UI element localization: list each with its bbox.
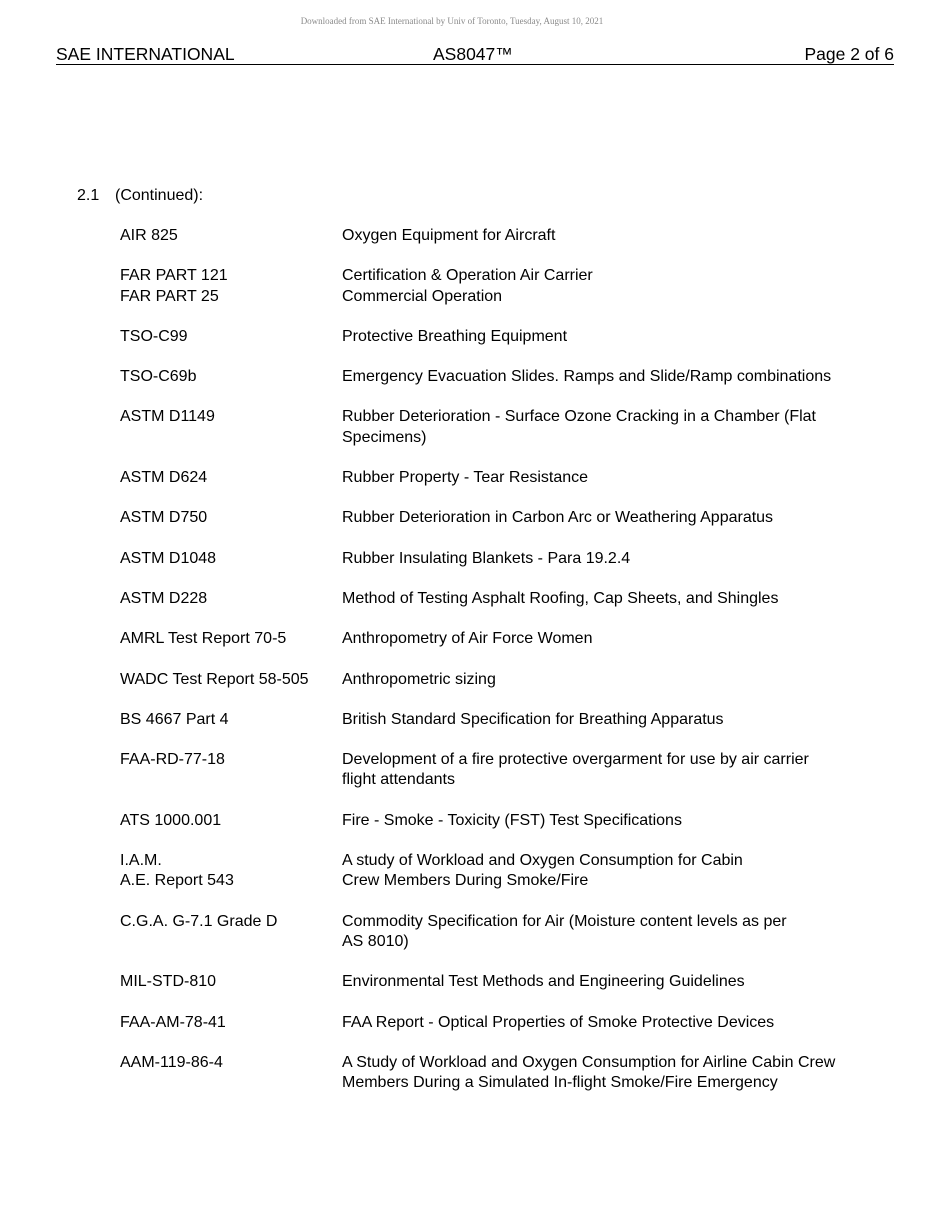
reference-code [120, 266, 342, 307]
reference-row [120, 629, 890, 649]
header-document-id: AS8047™ [433, 44, 513, 64]
reference-code-line: A.E. Report 543 [120, 872, 234, 890]
reference-description [342, 367, 890, 387]
reference-code-line: ASTM D750 [120, 509, 208, 527]
reference-code [120, 508, 342, 528]
reference-row [120, 851, 890, 892]
reference-row [120, 367, 890, 387]
reference-code [120, 549, 342, 569]
section-number: 2.1 [77, 187, 100, 204]
reference-code [120, 811, 342, 831]
reference-description [342, 851, 890, 892]
reference-code-line: ASTM D228 [120, 589, 208, 607]
reference-code-line: WADC Test Report 58-505 [120, 670, 309, 688]
reference-description-line: Oxygen Equipment for Aircraft [342, 227, 556, 244]
reference-code [120, 1013, 342, 1033]
reference-row [120, 670, 890, 690]
reference-description-line: Certification & Operation Air Carrier [342, 267, 593, 285]
reference-row [120, 750, 890, 791]
reference-description [342, 589, 890, 609]
reference-description [342, 750, 890, 791]
reference-description-line: A study of Workload and Oxygen Consumption for Cabin [342, 852, 743, 870]
reference-description [342, 912, 890, 953]
reference-code [120, 912, 342, 953]
reference-row [120, 226, 890, 246]
reference-description [342, 266, 890, 307]
reference-code [120, 1053, 342, 1094]
reference-code [120, 367, 342, 387]
reference-code-line: BS 4667 Part 4 [120, 710, 229, 728]
reference-description-line: Commercial Operation [342, 287, 503, 305]
reference-code [120, 750, 342, 791]
reference-code-line: C.G.A. G-7.1 Grade D [120, 912, 278, 930]
reference-description-line: Rubber Deterioration in Carbon Arc or Weathering Apparatus [342, 509, 774, 527]
reference-description-line: AS 8010) [342, 932, 409, 950]
reference-row [120, 327, 890, 347]
reference-description [342, 710, 890, 730]
reference-code-line: I.A.M. [120, 852, 162, 870]
reference-description-line: Commodity Specification for Air (Moisture content levels as per [342, 912, 787, 930]
reference-code [120, 670, 342, 690]
reference-row [120, 589, 890, 609]
reference-code-line: FAR PART 25 [120, 287, 219, 305]
reference-description [342, 670, 890, 690]
header-organization: SAE INTERNATIONAL [56, 44, 235, 64]
reference-description-line: Specimens) [342, 428, 427, 446]
reference-description-line: British Standard Specification for Breathing Apparatus [342, 710, 724, 728]
reference-list [120, 226, 890, 1113]
reference-row [120, 912, 890, 953]
reference-description-line: Development of a fire protective overgarment for use by air carrier [342, 751, 809, 769]
download-watermark: Downloaded from SAE International by Univ of Toronto, Tuesday, August 10, 2021 [300, 16, 604, 26]
reference-description [342, 629, 890, 649]
reference-code [120, 629, 342, 649]
reference-description [342, 811, 890, 831]
reference-row [120, 407, 890, 448]
reference-row [120, 1013, 890, 1033]
section-title: (Continued): [115, 187, 204, 204]
reference-description-line: flight attendants [342, 771, 455, 789]
reference-description-line: Crew Members During Smoke/Fire [342, 872, 589, 890]
reference-row [120, 972, 890, 992]
reference-row [120, 266, 890, 307]
reference-code-line: FAA-AM-78-41 [120, 1013, 226, 1031]
reference-description-line: Anthropometric sizing [342, 670, 496, 688]
reference-description [342, 407, 890, 448]
reference-description-line: Anthropometry of Air Force Women [342, 630, 593, 648]
reference-description-line: Method of Testing Asphalt Roofing, Cap Sheets, and Shingles [342, 589, 779, 607]
reference-code-line: AMRL Test Report 70-5 [120, 630, 287, 648]
reference-code [120, 972, 342, 992]
reference-code-line: ATS 1000.001 [120, 811, 222, 829]
reference-description-line: Rubber Insulating Blankets - Para 19.2.4 [342, 549, 631, 567]
reference-row [120, 468, 890, 488]
reference-code-line: AIR 825 [120, 227, 178, 244]
reference-row [120, 811, 890, 831]
reference-code [120, 226, 342, 246]
reference-code-line: MIL-STD-810 [120, 973, 217, 991]
reference-description [342, 1013, 890, 1033]
reference-description-line: FAA Report - Optical Properties of Smoke Protective Devices [342, 1013, 775, 1031]
reference-description [342, 549, 890, 569]
reference-code-line: ASTM D1048 [120, 549, 217, 567]
reference-code-line: ASTM D1149 [120, 408, 215, 426]
reference-code [120, 468, 342, 488]
reference-description-line: Rubber Property - Tear Resistance [342, 469, 589, 487]
reference-code-line: FAR PART 121 [120, 267, 228, 285]
reference-row [120, 1053, 890, 1094]
reference-code [120, 589, 342, 609]
reference-code-line: AAM-119-86-4 [120, 1053, 223, 1071]
reference-description [342, 1053, 890, 1094]
reference-description [342, 327, 890, 347]
page-header [56, 44, 894, 65]
reference-code-line: TSO-C99 [120, 327, 188, 345]
reference-code [120, 407, 342, 448]
reference-description-line: Fire - Smoke - Toxicity (FST) Test Specifications [342, 811, 682, 829]
reference-description-line: A Study of Workload and Oxygen Consumption for Airline Cabin Crew [342, 1053, 836, 1071]
reference-description-line: Protective Breathing Equipment [342, 327, 568, 345]
reference-code-line: ASTM D624 [120, 469, 208, 487]
reference-code [120, 710, 342, 730]
reference-description [342, 468, 890, 488]
reference-code-line: FAA-RD-77-18 [120, 751, 225, 769]
reference-row [120, 508, 890, 528]
reference-row [120, 549, 890, 569]
reference-code [120, 851, 342, 892]
reference-description-line: Rubber Deterioration - Surface Ozone Cracking in a Chamber (Flat [342, 408, 816, 426]
header-page-number: Page 2 of 6 [804, 44, 894, 64]
reference-description-line: Emergency Evacuation Slides. Ramps and Slide/Ramp combinations [342, 368, 832, 386]
section-heading [77, 186, 203, 206]
reference-code [120, 327, 342, 347]
reference-description [342, 972, 890, 992]
reference-description-line: Environmental Test Methods and Engineering Guidelines [342, 973, 745, 991]
reference-description [342, 508, 890, 528]
reference-code-line: TSO-C69b [120, 368, 197, 386]
reference-row [120, 710, 890, 730]
reference-description-line: Members During a Simulated In-flight Smoke/Fire Emergency [342, 1074, 778, 1092]
reference-description [342, 226, 890, 246]
